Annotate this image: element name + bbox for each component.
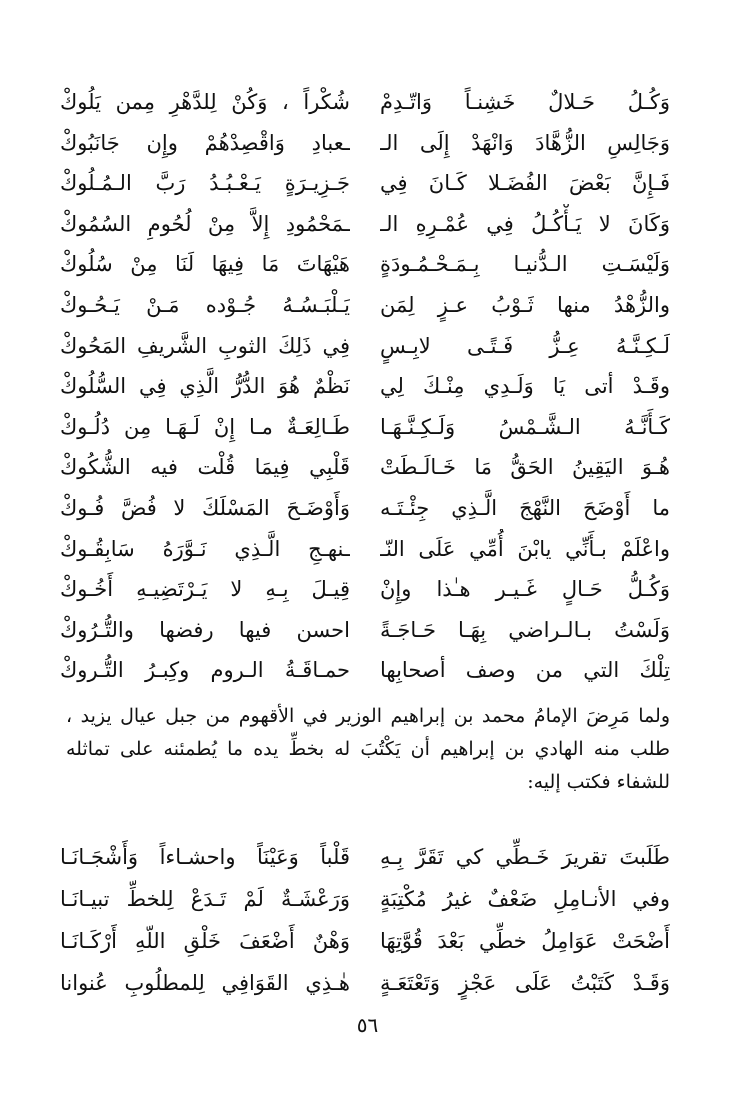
hemistich-first: واعْلَمْ بـأَنِّي يابْنَ أُمِّي عَلَى النّـ [380, 536, 670, 561]
hemistich-second: قِيـلَ بِـهِ لا يَـرْتَضِيـهِ أَخُـوكْ [60, 577, 350, 602]
hemistich-second: وَرَعْشَـةٌ لَمْ تَـدَعْ لِلخطِّ تبيـانَـا [60, 887, 350, 911]
verse-line [60, 204, 670, 245]
verse-line [60, 878, 670, 920]
hemistich-first: وَلَيْسَـتِ الـدُّنيـا بِـمَـحْـمُـودَةٍ [380, 252, 670, 277]
hemistich-first: ما أَوْضَحَ النَّهْجَ الَّـذِي جِئْـتَـه [380, 495, 670, 520]
hemistich-first: والزُّهْدُ منها ثَـوْبُ عـزٍ لِمَن [380, 292, 670, 317]
hemistich-first: وقَـدْ أتى يَا وَلَـدِي مِنْـكَ لِي [380, 374, 670, 399]
hemistich-second: حمـاقَـةُ الـروم وكِبـرُ التُّـروكْ [60, 658, 350, 683]
verse-line [60, 82, 670, 123]
verse-line [60, 366, 670, 407]
verse-line [60, 920, 670, 962]
hemistich-first: وَجَالِسِ الزُّهَّادَ وَانْهَدْ إِلَى الـ [380, 130, 670, 155]
verse-line [60, 285, 670, 326]
hemistich-second: فِي ذَلِكَ الثوبِ الشَّريفِ المَحُوكْ [60, 333, 350, 358]
poem-top [60, 82, 670, 691]
hemistich-first: وَلَسْتُ بـالـراضي بِهَـا حَـاجَـةً [380, 617, 670, 642]
verse-line [60, 123, 670, 164]
verse-line [60, 610, 670, 651]
verse-line [60, 163, 670, 204]
hemistich-second: ـعبادِ وَاقْصِدْهُمْ وإِن جَانَبُوكْ [60, 130, 350, 155]
hemistich-first: وَكُـلُ حَـلالٌ خَشِنـاً وَاتّـدِمْ [380, 90, 670, 114]
hemistich-second: يَـلْبَـسُـهُ جُـوْده مَـنْ يَـحُـوكْ [60, 292, 350, 317]
hemistich-second: هٰـذِي القَوَافِي لِلمطلُوبِ عُنوانا [60, 971, 350, 995]
verse-line [60, 962, 670, 1004]
verse-line [60, 650, 670, 691]
hemistich-second: قَلْبِي فِيمَا قُلْت فيه الشُّكُوكْ [60, 455, 350, 480]
hemistich-first: أَضْحَتْ عَوَامِلُ خطِّي بَعْدَ قُوَّتِهَا [380, 929, 670, 953]
hemistich-first: طَلَبتَ تقريرَ خَـطِّي كي تَقَرَّ بِـهِ [380, 845, 670, 869]
verse-line [60, 529, 670, 570]
verse-line [60, 447, 670, 488]
page-number: ٥٦ [356, 1013, 379, 1037]
hemistich-second: طَـالِعَـةٌ مـا إِنْ لَـهَـا مِن دُلُـوكْ [60, 414, 350, 439]
prose-paragraph: ولما مَرِضَ الإمامُ محمد بن إبراهيم الوزير في الأقهوم من جبل عيال يزيد ، طلب منه الهادي بن إبراهيم أن يَكْتُبَ له بخطِّ يده ما يُطمئنه على تماثله للشفاء فكتب إليه: [66, 705, 670, 793]
verse-line [60, 244, 670, 285]
hemistich-second: احسن فيها رفضها والتُّـرُوكْ [60, 617, 350, 642]
hemistich-first: وَقَـدْ كَتَبْتُ عَلَى عَجْزٍ وَتَعْتَعَـةٍ [380, 971, 670, 995]
hemistich-first: وفي الأنـامِلِ ضَعْفٌ غيرُ مُكْتِبَةٍ [380, 887, 670, 911]
verse-line [60, 488, 670, 529]
hemistich-second: شُكْراً ، وَكُنْ لِلدَّهْرِ مِمن يَلُوكْ [60, 90, 350, 114]
hemistich-first: وَكُـلُّ حَـالٍ غَـيـر هـٰذا وإِنْ [380, 577, 670, 602]
hemistich-first: لَـكِـنَّـهُ عِـزُّ فَـتًـى لابِـسٍ [380, 333, 670, 358]
verse-line [60, 326, 670, 367]
hemistich-first: كَـأَنَّـهُ الـشَّـمْسُ وَلَـكِـنَّـهَـا [380, 414, 670, 439]
verse-line [60, 836, 670, 878]
poem-bottom [60, 836, 670, 1004]
hemistich-first: فَـإِنَّ بَعْضَ الفُضَـلا كَـانَ فِي [380, 171, 670, 196]
hemistich-second: هَيْهَاتَ مَا فِيهَا لَنَا مِنْ سُلُوكْ [60, 252, 350, 277]
hemistich-second: ـمَحْمُودِ إِلاَّ مِنْ لُحُومِ السُمُوكْ [60, 211, 350, 236]
hemistich-second: نَظْمٌ هُوَ الدُّرُّ الَّذِي فِي السُّلُوكْ [60, 374, 350, 399]
hemistich-second: وَأَوْضَـحَ المَسْلَكَ لا فُضَّ فُـوكْ [60, 495, 350, 520]
hemistich-first: هُـوَ اليَقِينُ الحَقُّ مَا خَـالَـطَتْ [380, 455, 670, 480]
hemistich-second: قَلْباً وَعَيْنَاً واحشـاءاً وَأَشْجَـانَـا [60, 845, 350, 869]
hemistich-first: تِلْكَ التي من وصف أصحابِها [380, 658, 670, 683]
verse-line [60, 407, 670, 448]
hemistich-second: وَهْنٌ أَضْعَفَ خَلْقِ اللّهِ أَرْكَـانَـا [60, 929, 350, 953]
hemistich-second: ـنهـجِ الَّـذِي نَـوَّرَهُ سَابِقُـوكْ [60, 536, 350, 561]
hemistich-first: وَكَانَ لا يَـأْكُـلُ فِي عُمْـرِهِ الـ [380, 211, 670, 236]
hemistich-second: جَـزِيـرَةٍ يَـعْـبُـدُ رَبَّ الـمُـلُوكْ [60, 171, 350, 196]
verse-line [60, 569, 670, 610]
